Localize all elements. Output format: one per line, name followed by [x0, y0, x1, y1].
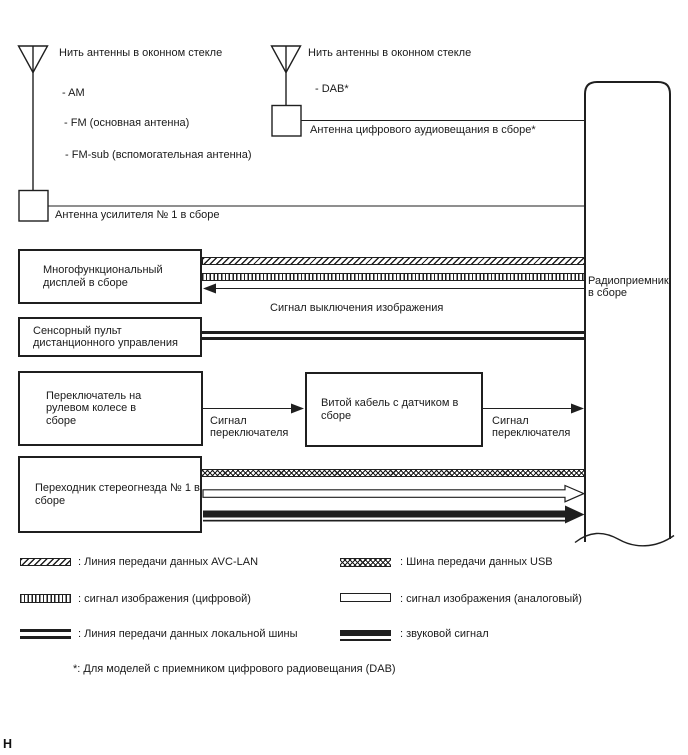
legend-swatch-analog-video — [340, 593, 391, 602]
multifunction-display-label: Многофункциональный дисплей в сборе — [43, 264, 163, 289]
antenna-left-item-am: - AM — [62, 87, 85, 99]
switch-signal-arrow-2 — [483, 404, 584, 414]
legend-label-usb: : Шина передачи данных USB — [400, 556, 553, 568]
antenna-dab-title: Нить антенны в оконном стекле — [308, 47, 472, 59]
antenna-left-item-fm: - FM (основная антенна) — [64, 117, 190, 129]
legend-swatch-avc-lan — [20, 558, 71, 566]
image-off-arrow — [203, 284, 585, 294]
radio-receiver-box — [575, 82, 674, 546]
analog-video-arrow — [203, 486, 584, 502]
legend-label-local-bus: : Линия передачи данных локальной шины — [78, 628, 298, 640]
stereo-jack-adapter-box — [18, 456, 202, 533]
page-marker: Н — [3, 737, 13, 751]
antenna-dab-item: - DAB* — [315, 83, 349, 95]
antenna-left-item-fmsub: - FM-sub (вспомогательная антенна) — [65, 149, 252, 161]
switch-signal-label-1: Сигнал переключателя — [210, 415, 289, 440]
legend-label-avc-lan: : Линия передачи данных AVC-LAN — [78, 556, 259, 568]
touch-remote-label: Сенсорный пульт дистанционного управления — [33, 324, 178, 349]
switch-signal-label-2: Сигнал переключателя — [492, 415, 571, 440]
legend-label-digital-video: : сигнал изображения (цифровой) — [78, 593, 251, 605]
multifunction-display-box — [18, 249, 202, 304]
legend-swatch-usb — [340, 558, 391, 567]
steering-switch-box — [18, 371, 203, 446]
legend-swatch-audio-bar — [340, 630, 391, 636]
antenna-dab-unit-label: Антенна цифрового аудиовещания в сборе* — [310, 124, 536, 136]
spiral-cable-box — [305, 372, 483, 447]
spiral-cable-label: Витой кабель с датчиком в сборе — [321, 397, 459, 422]
antenna-left-title: Нить антенны в оконном стекле — [59, 47, 223, 59]
image-off-signal-label: Сигнал выключения изображения — [270, 302, 444, 314]
legend-swatch-local-bus — [20, 629, 71, 639]
switch-signal-arrow-1 — [203, 404, 304, 414]
audio-signal-arrow — [203, 506, 585, 524]
legend-swatch-digital-video — [20, 594, 71, 603]
radio-receiver-label: Радиоприемник в сборе — [588, 275, 669, 300]
stereo-jack-adapter-label: Переходник стереогнезда № 1 в сборе — [35, 482, 200, 507]
legend-label-analog-video: : сигнал изображения (аналоговый) — [400, 593, 582, 605]
steering-switch-label: Переключатель на рулевом колесе в сборе — [46, 390, 142, 427]
legend-swatch-audio-line — [340, 639, 391, 641]
antenna-amplifier-label: Антенна усилителя № 1 в сборе — [55, 209, 220, 221]
touch-remote-box — [18, 317, 202, 357]
legend-label-audio: : звуковой сигнал — [400, 628, 489, 640]
legend-footnote: *: Для моделей с приемником цифрового радиовещания (DAB) — [73, 663, 396, 675]
